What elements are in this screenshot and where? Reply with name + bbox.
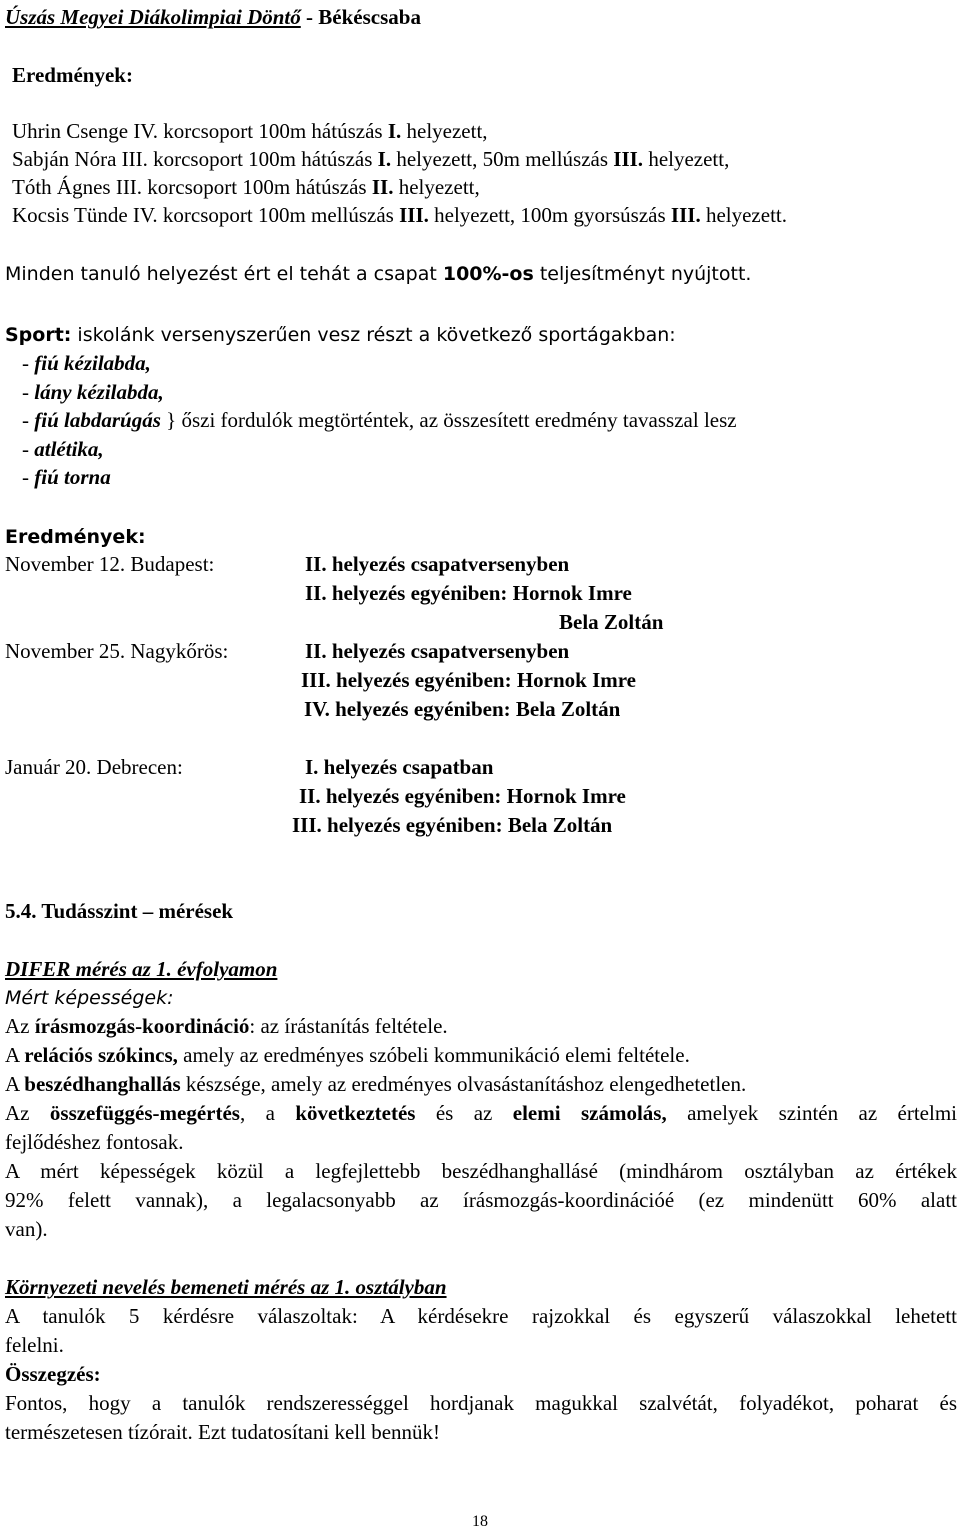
competition-result: IV. helyezés egyéniben: Bela Zoltán: [304, 697, 621, 721]
summary-label: Összegzés:: [5, 1362, 101, 1386]
measured-skills-label: Mért képességek:: [5, 987, 174, 1009]
difer-line: Az összefüggés-megértés, a következtetés és az elemi számolás, amelyek szintén az értelmi: [5, 1101, 958, 1125]
env-line: természetesen tízórait. Ezt tudatosítani kell bennük!: [5, 1420, 441, 1444]
difer-line: van).: [5, 1217, 48, 1241]
sport-intro: Sport: iskolánk versenyszerűen vesz részt a következő sportágakban:: [5, 324, 676, 346]
env-line: Fontos, hogy a tanulók rendszerességgel hordjanak magukkal szalvétát, folyadékot, poharat és: [5, 1391, 957, 1415]
page-number: 18: [472, 1513, 488, 1530]
page-title: [5, 4, 421, 30]
competition-result: II. helyezés egyéniben: Hornok Imre: [305, 581, 632, 605]
competition-result: Bela Zoltán: [559, 610, 664, 634]
competition-result: II. helyezés csapatversenyben: [305, 639, 570, 663]
difer-line: Az írásmozgás-koordináció: az írástanítás feltétele.: [5, 1014, 448, 1038]
env-line: felelni.: [5, 1333, 64, 1357]
swim-result-line: Tóth Ágnes III. korcsoport 100m hátúszás II. helyezett,: [12, 175, 480, 199]
sport-item: - fiú kézilabda,: [22, 351, 151, 375]
competition-result: III. helyezés egyéniben: Hornok Imre: [301, 668, 637, 692]
sport-label: Sport:: [5, 324, 72, 346]
swim-result-line: Kocsis Tünde IV. korcsoport 100m mellúszás III. helyezett, 100m gyorsúszás III. helyezett.: [12, 203, 787, 227]
competition-result: I. helyezés csapatban: [305, 755, 494, 779]
env-title: Környezeti nevelés bemeneti mérés az 1. osztályban: [5, 1275, 447, 1299]
swim-results-heading: Eredmények:: [12, 63, 133, 87]
sport-item: - fiú torna: [22, 465, 111, 489]
difer-line: A mért képességek közül a legfejlettebb beszédhanghallásé (mindhárom osztályban az értékek: [5, 1159, 957, 1183]
competition-date: Január 20. Debrecen:: [5, 755, 183, 779]
competition-result: II. helyezés egyéniben: Hornok Imre: [299, 784, 626, 808]
sport-results-heading: Eredmények:: [5, 526, 146, 548]
difer-title: DIFER mérés az 1. évfolyamon: [5, 957, 278, 981]
event-location: Békéscsaba: [318, 5, 421, 29]
difer-line: 92% felett vannak), a legalacsonyabb az írásmozgás-koordinációé (ez mindenütt 60% alatt: [5, 1188, 957, 1212]
difer-line: A beszédhanghallás készsége, amely az eredményes olvasástanításhoz elengedhetetlen.: [5, 1072, 747, 1096]
difer-line: A relációs szókincs, amely az eredményes szóbeli kommunikáció elemi feltétele.: [5, 1043, 690, 1067]
summary-line: Minden tanuló helyezést ért el tehát a csapat 100%-os teljesítményt nyújtott.: [5, 263, 752, 285]
competition-date: November 12. Budapest:: [5, 552, 215, 576]
event-name: Úszás Megyei Diákolimpiai Döntő: [5, 5, 301, 29]
env-line: A tanulók 5 kérdésre válaszoltak: A kérdésekre rajzokkal és egyszerű válaszokkal lehetett: [5, 1304, 957, 1328]
competition-result: III. helyezés egyéniben: Bela Zoltán: [292, 813, 613, 837]
difer-line: fejlődéshez fontosak.: [5, 1130, 184, 1154]
swim-result-line: Uhrin Csenge IV. korcsoport 100m hátúszás I. helyezett,: [12, 119, 488, 143]
sport-item: - lány kézilabda,: [22, 380, 164, 404]
sport-item: - atlétika,: [22, 437, 104, 461]
sport-item: - fiú labdarúgás } őszi fordulók megtörténtek, az összesített eredmény tavasszal lesz: [22, 408, 737, 432]
competition-date: November 25. Nagykőrös:: [5, 639, 229, 663]
section-title: 5.4. Tudásszint – mérések: [5, 899, 234, 923]
title-separator: -: [300, 5, 319, 29]
swim-result-line: Sabján Nóra III. korcsoport 100m hátúszás I. helyezett, 50m mellúszás III. helyezett,: [12, 147, 730, 171]
competition-result: II. helyezés csapatversenyben: [305, 552, 570, 576]
